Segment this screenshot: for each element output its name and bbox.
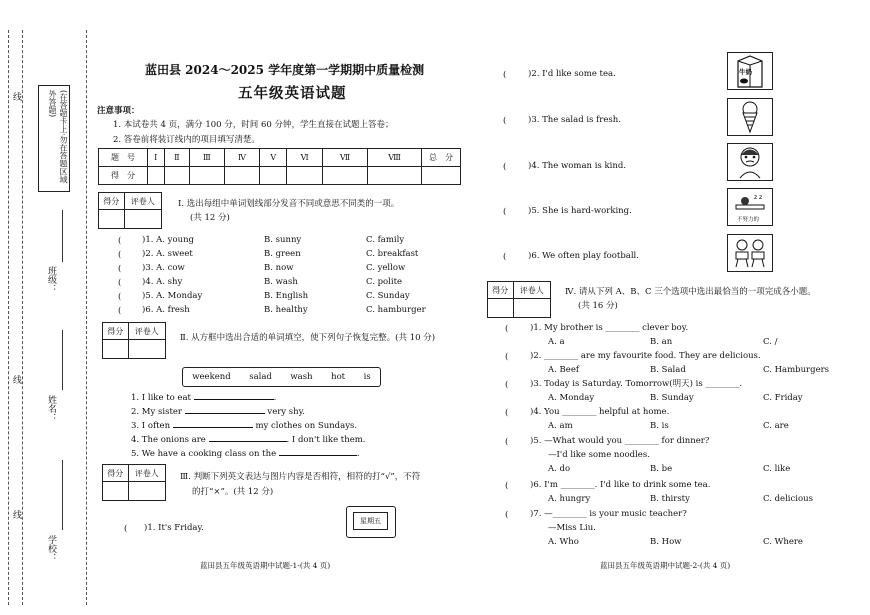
answer-paren[interactable]: ( — [503, 116, 507, 126]
name-field-line[interactable] — [62, 330, 63, 390]
grader-cell[interactable] — [128, 340, 166, 359]
score-cell[interactable] — [367, 167, 421, 185]
word-bank-item: hot — [331, 372, 346, 382]
notes-item-2: 2. 答卷前将装订线内的项目填写清楚。 — [113, 135, 260, 145]
word-bank-item: is — [363, 372, 371, 382]
fill-sentence-5: 5. We have a cooking class on the . — [131, 449, 360, 459]
section1-option-a: )3. A. cow — [142, 263, 185, 273]
mc-option-a: A. a — [548, 337, 565, 347]
score-table-col: Ⅳ — [224, 149, 260, 167]
sleeping-student-picture — [727, 188, 773, 226]
binding-notice: (在答题卡上·勿在答题区域外答题) — [48, 90, 68, 184]
angry-woman-icon — [728, 144, 772, 180]
judge-q6: )6. We often play football. — [528, 251, 639, 261]
score-table-col: Ⅲ — [190, 149, 225, 167]
answer-paren[interactable]: ( — [118, 250, 122, 260]
score-cell[interactable] — [323, 167, 368, 185]
judge-q1: )1. It's Friday. — [144, 523, 204, 533]
fill-blank[interactable] — [209, 441, 287, 442]
section1-option-a: )5. A. Monday — [142, 291, 203, 301]
grader-cell[interactable] — [103, 482, 129, 501]
answer-paren[interactable]: ( — [503, 162, 507, 172]
answer-paren[interactable]: ( — [118, 306, 122, 316]
mc-option-c: C. Where — [763, 537, 803, 547]
mc-question: )1. My brother is ________ clever boy. — [530, 323, 689, 333]
grader-cell[interactable] — [488, 299, 514, 318]
answer-paren[interactable]: ( — [503, 252, 507, 262]
score-table-label: 题 号 — [99, 149, 148, 167]
grader-score-label: 得分 — [103, 323, 129, 340]
fill-blank[interactable] — [173, 427, 253, 428]
angry-woman-picture — [727, 143, 773, 181]
mc-option-b: B. Salad — [650, 365, 686, 375]
fill-sentence-2: 2. My sister very shy. — [131, 407, 306, 417]
mc-option-c: C. / — [763, 337, 778, 347]
word-bank-item: weekend — [192, 372, 231, 382]
score-table-col: Ⅷ — [367, 149, 421, 167]
fill-blank[interactable] — [185, 413, 265, 414]
score-cell[interactable] — [190, 167, 225, 185]
notes-heading: 注意事项： — [97, 106, 140, 116]
class-field-label: 班级： — [46, 266, 56, 293]
school-field-line[interactable] — [62, 460, 63, 530]
score-cell[interactable] — [287, 167, 323, 185]
grader-score-label: 得分 — [103, 465, 129, 482]
school-field-label: 学校： — [46, 535, 56, 562]
score-table-col: Ⅰ — [148, 149, 165, 167]
section4-title: Ⅳ. 请从下列 A、B、C 三个选项中选出最恰当的一项完成各小题。 — [565, 287, 816, 297]
judge-q3: )3. The salad is fresh. — [528, 115, 621, 125]
answer-paren[interactable]: ( — [505, 437, 509, 447]
score-table-col: Ⅱ — [164, 149, 190, 167]
ice-cream-picture — [727, 98, 773, 136]
section1-option-c: C. breakfast — [366, 249, 419, 259]
mc-question-reply: —I'd like some noodles. — [548, 450, 650, 460]
answer-paren[interactable]: ( — [118, 236, 122, 246]
score-table-col: Ⅴ — [260, 149, 287, 167]
sleeping-student-text: 不努力的 — [737, 217, 760, 223]
score-table-col: Ⅶ — [323, 149, 368, 167]
answer-paren[interactable]: ( — [503, 207, 507, 217]
class-field-line[interactable] — [62, 210, 63, 262]
grader-cell[interactable] — [128, 482, 166, 501]
grader-cell[interactable] — [513, 299, 551, 318]
word-bank — [182, 367, 381, 387]
mc-question: )7. —________ is your music teacher? — [530, 509, 687, 519]
score-table-label: 得 分 — [99, 167, 148, 185]
fill-blank[interactable] — [194, 399, 274, 400]
mc-option-a: A. Beef — [548, 365, 579, 375]
calendar-sign-picture — [346, 506, 396, 538]
mc-option-c: C. Friday — [763, 393, 803, 403]
score-cell[interactable] — [224, 167, 260, 185]
grader-score-label: 得分 — [99, 193, 125, 210]
mc-option-c: C. Hamburgers — [763, 365, 830, 375]
mc-option-b: B. thirsty — [650, 494, 690, 504]
section1-option-c: C. hamburger — [366, 305, 426, 315]
section1-points: (共 12 分) — [190, 213, 230, 223]
answer-paren[interactable]: ( — [118, 292, 122, 302]
section1-option-c: C. family — [366, 235, 405, 245]
section1-option-c: C. polite — [366, 277, 403, 287]
exam-subtitle: 五年级英语试题 — [238, 85, 347, 102]
mc-question-reply: —Miss Liu. — [548, 523, 596, 533]
score-table — [98, 148, 461, 185]
mc-question: )2. ________ are my favourite food. They are delicious. — [530, 351, 761, 361]
mc-option-a: A. Monday — [548, 393, 595, 403]
exam-title: 蓝田县 2024～2025 学年度第一学期期中质量检测 — [145, 63, 425, 77]
answer-paren[interactable]: ( — [118, 278, 122, 288]
section3-title: Ⅲ. 判断下列英文表达与图片内容是否相符，相符的打“√”，不符 — [180, 472, 421, 482]
section1-option-b: B. green — [264, 249, 301, 259]
mc-option-a: A. Who — [548, 537, 579, 547]
answer-paren[interactable]: ( — [505, 352, 509, 362]
section1-option-a: )2. A. sweet — [142, 249, 193, 259]
grader-reviewer-label: 评卷人 — [124, 193, 162, 210]
fill-sentence-3: 3. I often my clothes on Sundays. — [131, 421, 358, 431]
notice-box — [38, 85, 70, 192]
section1-option-b: B. wash — [264, 277, 298, 287]
mc-option-b: B. How — [650, 537, 682, 547]
score-cell[interactable] — [148, 167, 165, 185]
mc-option-c: C. are — [763, 421, 789, 431]
grader-box — [98, 192, 162, 229]
mc-option-b: B. be — [650, 464, 673, 474]
section1-option-b: B. now — [264, 263, 294, 273]
grader-cell[interactable] — [103, 340, 129, 359]
mc-question: )3. Today is Saturday. Tomorrow(明天) is ________. — [530, 379, 743, 389]
binding-strip — [8, 30, 93, 605]
answer-paren[interactable]: ( — [505, 324, 509, 334]
kids-reading-picture — [727, 234, 773, 272]
section1-option-c: C. yellow — [366, 263, 406, 273]
milk-carton-picture — [727, 52, 773, 90]
grader-box — [487, 281, 551, 318]
mc-question: )6. I'm ________. I'd like to drink some tea. — [530, 480, 711, 490]
fill-sentence-4: 4. The onions are . I don't like them. — [131, 435, 366, 445]
section1-option-c: C. Sunday — [366, 291, 410, 301]
section1-option-b: B. English — [264, 291, 309, 301]
grader-reviewer-label: 评卷人 — [513, 282, 551, 299]
ice-cream-icon — [728, 99, 772, 135]
mc-option-c: C. delicious — [763, 494, 813, 504]
mc-question: )5. —What would you ________ for dinner? — [530, 436, 710, 446]
fill-sentence-1: 1. I like to eat . — [131, 393, 277, 403]
binding-line-label: 线 — [11, 375, 21, 384]
binding-line-label: 线 — [11, 92, 21, 101]
notes-item-1: 1. 本试卷共 4 页，满分 100 分，时间 60 分钟，学生直接在试题上答卷； — [113, 120, 394, 130]
mc-option-c: C. like — [763, 464, 791, 474]
section4-points: (共 16 分) — [578, 301, 618, 311]
judge-q4: )4. The woman is kind. — [528, 161, 626, 171]
score-cell[interactable] — [260, 167, 287, 185]
grader-score-label: 得分 — [488, 282, 514, 299]
mc-option-b: B. is — [650, 421, 669, 431]
score-table-col: 总 分 — [422, 149, 461, 167]
footer-right: 蓝田县五年级英语期中试题-2-(共 4 页) — [600, 561, 731, 570]
answer-paren[interactable]: ( — [118, 264, 122, 274]
judge-q2: )2. I'd like some tea. — [528, 69, 616, 79]
mc-question: )4. You ________ helpful at home. — [530, 407, 670, 417]
answer-paren[interactable]: ( — [503, 70, 507, 80]
section1-option-a: )1. A. young — [142, 235, 194, 245]
score-table-score-row — [99, 167, 461, 185]
milk-carton-text: 牛奶 — [739, 68, 752, 76]
kids-reading-icon — [728, 235, 772, 271]
score-cell[interactable] — [422, 167, 461, 185]
mc-option-a: A. hungry — [548, 494, 591, 504]
judge-q5: )5. She is hard-working. — [528, 206, 632, 216]
mc-option-b: B. an — [650, 337, 673, 347]
answer-paren[interactable]: ( — [505, 380, 509, 390]
score-table-col: Ⅵ — [287, 149, 323, 167]
mc-option-b: B. Sunday — [650, 393, 694, 403]
grader-reviewer-label: 评卷人 — [128, 323, 166, 340]
score-cell[interactable] — [164, 167, 190, 185]
binding-line — [86, 30, 87, 605]
section1-option-a: )6. A. fresh — [142, 305, 190, 315]
mc-option-a: A. am — [548, 421, 573, 431]
section1-title: Ⅰ. 选出每组中单词划线部分发音不同或意思不同类的一项。 — [178, 199, 400, 209]
answer-paren[interactable]: ( — [124, 524, 128, 534]
footer-left: 蓝田县五年级英语期中试题-1-(共 4 页) — [200, 561, 331, 570]
answer-paren[interactable]: ( — [505, 408, 509, 418]
grader-box — [102, 464, 166, 501]
mc-option-a: A. do — [548, 464, 571, 474]
score-table-header-row — [99, 149, 461, 167]
answer-paren[interactable]: ( — [505, 481, 509, 491]
section2-title: Ⅱ. 从方框中选出合适的单词填空，使下列句子恢复完整。(共 10 分) — [180, 333, 436, 343]
grader-reviewer-label: 评卷人 — [128, 465, 166, 482]
name-field-label: 姓名： — [46, 395, 56, 422]
answer-paren[interactable]: ( — [505, 510, 509, 520]
word-bank-item: salad — [249, 372, 272, 382]
section1-option-b: B. sunny — [264, 235, 302, 245]
fill-blank[interactable] — [279, 455, 357, 456]
grader-box — [102, 322, 166, 359]
section3-title-cont: 的打“×”。(共 12 分) — [192, 487, 274, 497]
section1-option-a: )4. A. shy — [142, 277, 183, 287]
svg-text:z z: z z — [754, 194, 763, 201]
binding-line — [8, 30, 9, 605]
calendar-sign-text: 星期五 — [353, 512, 388, 530]
grader-cell[interactable] — [99, 210, 125, 229]
section1-option-b: B. healthy — [264, 305, 308, 315]
word-bank-item: wash — [290, 372, 313, 382]
binding-line-label: 线 — [11, 510, 21, 519]
grader-cell[interactable] — [124, 210, 162, 229]
